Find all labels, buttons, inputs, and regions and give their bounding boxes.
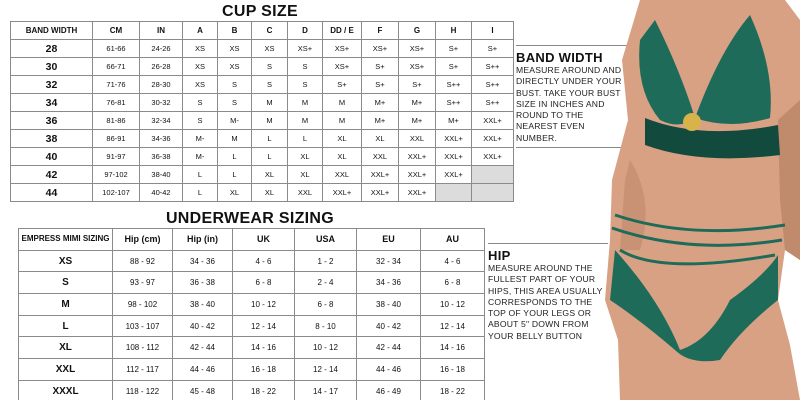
underwear-cell-uk: 6 - 8 bbox=[233, 272, 295, 294]
cup-header-in: IN bbox=[140, 22, 183, 40]
cup-cell-g: XXL+ bbox=[399, 184, 436, 202]
cup-cell-g: M+ bbox=[399, 112, 436, 130]
cup-header-d: D bbox=[288, 22, 323, 40]
cup-cell-d: S bbox=[288, 76, 323, 94]
cup-cell-cm: 71-76 bbox=[93, 76, 140, 94]
underwear-cell-hip-in: 38 - 40 bbox=[173, 294, 233, 316]
cup-cell-c: XS bbox=[252, 40, 288, 58]
cup-cell-c: S bbox=[252, 76, 288, 94]
cup-cell-b: L bbox=[218, 148, 252, 166]
cup-cell-a: L bbox=[183, 184, 218, 202]
cup-cell-dd-e: XL bbox=[323, 130, 362, 148]
underwear-cell-hip-in: 40 - 42 bbox=[173, 315, 233, 337]
cup-cell-in: 38-40 bbox=[140, 166, 183, 184]
cup-cell-in: 40-42 bbox=[140, 184, 183, 202]
underwear-cell-usa: 1 - 2 bbox=[295, 250, 357, 272]
underwear-cell-empress-mimi-sizing: XS bbox=[19, 250, 113, 272]
cup-cell-i: S++ bbox=[472, 58, 514, 76]
cup-cell-g: XXL+ bbox=[399, 148, 436, 166]
hip-line: ABOUT 5" DOWN FROM bbox=[488, 319, 589, 330]
cup-cell-band-width: 32 bbox=[11, 76, 93, 94]
underwear-cell-au: 6 - 8 bbox=[421, 272, 485, 294]
cup-cell-h: S++ bbox=[436, 94, 472, 112]
cup-cell-dd-e: M bbox=[323, 94, 362, 112]
cup-cell-d: XXL bbox=[288, 184, 323, 202]
cup-cell-a: XS bbox=[183, 40, 218, 58]
cup-cell-cm: 86-91 bbox=[93, 130, 140, 148]
underwear-cell-hip-cm: 93 - 97 bbox=[113, 272, 173, 294]
cup-cell-f: M+ bbox=[362, 112, 399, 130]
cup-cell-h: XXL+ bbox=[436, 148, 472, 166]
cup-cell-cm: 76-81 bbox=[93, 94, 140, 112]
cup-cell-i: XXL+ bbox=[472, 148, 514, 166]
cup-header-cm: CM bbox=[93, 22, 140, 40]
underwear-cell-eu: 38 - 40 bbox=[357, 294, 421, 316]
underwear-cell-hip-cm: 88 - 92 bbox=[113, 250, 173, 272]
underwear-cell-hip-in: 42 - 44 bbox=[173, 337, 233, 359]
underwear-cell-hip-cm: 108 - 112 bbox=[113, 337, 173, 359]
underwear-cell-usa: 2 - 4 bbox=[295, 272, 357, 294]
cup-cell-c: M bbox=[252, 94, 288, 112]
table-row bbox=[19, 294, 485, 316]
table-row bbox=[19, 380, 485, 400]
cup-cell-cm: 81-86 bbox=[93, 112, 140, 130]
cup-cell-band-width: 40 bbox=[11, 148, 93, 166]
cup-cell-b: M bbox=[218, 130, 252, 148]
cup-cell-in: 28-30 bbox=[140, 76, 183, 94]
hip-description bbox=[488, 263, 608, 342]
cup-cell-b: XS bbox=[218, 40, 252, 58]
underwear-cell-au: 16 - 18 bbox=[421, 359, 485, 381]
cup-cell-dd-e: XS+ bbox=[323, 58, 362, 76]
underwear-cell-au: 10 - 12 bbox=[421, 294, 485, 316]
cup-header-i: I bbox=[472, 22, 514, 40]
cup-cell-f: S+ bbox=[362, 58, 399, 76]
underwear-sizing-title: UNDERWEAR SIZING bbox=[165, 210, 335, 227]
underwear-cell-hip-cm: 112 - 117 bbox=[113, 359, 173, 381]
underwear-cell-uk: 10 - 12 bbox=[233, 294, 295, 316]
hip-divider bbox=[488, 243, 608, 244]
cup-header-dd-e: DD / E bbox=[323, 22, 362, 40]
cup-cell-b: S bbox=[218, 94, 252, 112]
cup-cell-cm: 91-97 bbox=[93, 148, 140, 166]
cup-header-c: C bbox=[252, 22, 288, 40]
cup-cell-c: M bbox=[252, 112, 288, 130]
underwear-header-uk: UK bbox=[233, 229, 295, 251]
cup-cell-d: M bbox=[288, 112, 323, 130]
underwear-cell-hip-in: 36 - 38 bbox=[173, 272, 233, 294]
underwear-cell-eu: 42 - 44 bbox=[357, 337, 421, 359]
table-row bbox=[11, 112, 514, 130]
cup-cell-d: M bbox=[288, 94, 323, 112]
cup-size-title: CUP SIZE bbox=[222, 3, 298, 20]
underwear-cell-empress-mimi-sizing: XXL bbox=[19, 359, 113, 381]
cup-cell-b: S bbox=[218, 76, 252, 94]
cup-cell-g: XS+ bbox=[399, 58, 436, 76]
cup-cell-dd-e: XS+ bbox=[323, 40, 362, 58]
table-row bbox=[19, 337, 485, 359]
cup-cell-i: S+ bbox=[472, 40, 514, 58]
table-row bbox=[19, 272, 485, 294]
cup-cell-g: XXL bbox=[399, 130, 436, 148]
cup-cell-b: XL bbox=[218, 184, 252, 202]
cup-size-table bbox=[10, 21, 514, 202]
cup-cell-dd-e: XXL+ bbox=[323, 184, 362, 202]
cup-header-f: F bbox=[362, 22, 399, 40]
underwear-header-hip-in: Hip (in) bbox=[173, 229, 233, 251]
cup-cell-dd-e: XXL bbox=[323, 166, 362, 184]
cup-size-header-row bbox=[11, 22, 514, 40]
cup-cell-cm: 102-107 bbox=[93, 184, 140, 202]
cup-cell-b: XS bbox=[218, 58, 252, 76]
underwear-sizing-header-row bbox=[19, 229, 485, 251]
underwear-cell-usa: 12 - 14 bbox=[295, 359, 357, 381]
underwear-cell-hip-in: 44 - 46 bbox=[173, 359, 233, 381]
band-width-line: SIZE IN INCHES AND bbox=[516, 98, 605, 109]
cup-cell-dd-e: M bbox=[323, 112, 362, 130]
hip-line: YOUR BELLY BUTTON bbox=[488, 330, 583, 341]
band-width-line: NEAREST EVEN NUMBER. bbox=[516, 121, 585, 143]
band-width-line: ROUND TO THE bbox=[516, 110, 584, 121]
underwear-cell-hip-in: 34 - 36 bbox=[173, 250, 233, 272]
cup-header-band-width: BAND WIDTH bbox=[11, 22, 93, 40]
table-row bbox=[11, 40, 514, 58]
cup-cell-i: S++ bbox=[472, 94, 514, 112]
hip-line: TOP OF YOUR LEGS OR bbox=[488, 308, 592, 319]
model-photo bbox=[600, 0, 800, 400]
cup-cell-f: XS+ bbox=[362, 40, 399, 58]
hip-line: CORRESPONDS TO THE bbox=[488, 296, 593, 307]
table-row bbox=[11, 130, 514, 148]
cup-cell-a: M- bbox=[183, 130, 218, 148]
cup-cell-g: S+ bbox=[399, 76, 436, 94]
band-width-line: MEASURE AROUND AND bbox=[516, 65, 622, 75]
underwear-header-eu: EU bbox=[357, 229, 421, 251]
underwear-cell-uk: 12 - 14 bbox=[233, 315, 295, 337]
table-row bbox=[19, 315, 485, 337]
cup-cell-f: M+ bbox=[362, 94, 399, 112]
underwear-cell-eu: 40 - 42 bbox=[357, 315, 421, 337]
table-row bbox=[11, 184, 514, 202]
cup-cell-band-width: 36 bbox=[11, 112, 93, 130]
underwear-cell-hip-cm: 118 - 122 bbox=[113, 380, 173, 400]
cup-cell-d: XL bbox=[288, 166, 323, 184]
hip-line: HIPS, THIS AREA USUALLY bbox=[488, 285, 603, 296]
cup-cell-c: L bbox=[252, 148, 288, 166]
underwear-cell-empress-mimi-sizing: XXXL bbox=[19, 380, 113, 400]
cup-cell-in: 30-32 bbox=[140, 94, 183, 112]
cup-cell-c: XL bbox=[252, 184, 288, 202]
cup-cell-in: 32-34 bbox=[140, 112, 183, 130]
cup-cell-f: XXL+ bbox=[362, 166, 399, 184]
underwear-cell-empress-mimi-sizing: S bbox=[19, 272, 113, 294]
cup-cell-h: XXL+ bbox=[436, 130, 472, 148]
underwear-cell-au: 4 - 6 bbox=[421, 250, 485, 272]
band-width-line: BUST. TAKE YOUR BUST bbox=[516, 87, 621, 98]
underwear-header-hip-cm: Hip (cm) bbox=[113, 229, 173, 251]
underwear-cell-empress-mimi-sizing: L bbox=[19, 315, 113, 337]
underwear-cell-au: 18 - 22 bbox=[421, 380, 485, 400]
cup-cell-in: 34-36 bbox=[140, 130, 183, 148]
underwear-sizing-table bbox=[18, 228, 485, 400]
cup-cell-h bbox=[436, 184, 472, 202]
table-row bbox=[11, 76, 514, 94]
underwear-cell-hip-cm: 103 - 107 bbox=[113, 315, 173, 337]
cup-cell-i bbox=[472, 184, 514, 202]
bra-shell-clasp bbox=[683, 113, 701, 131]
underwear-header-usa: USA bbox=[295, 229, 357, 251]
hip-info bbox=[488, 240, 608, 342]
underwear-cell-eu: 34 - 36 bbox=[357, 272, 421, 294]
cup-cell-a: S bbox=[183, 112, 218, 130]
cup-cell-g: XXL+ bbox=[399, 166, 436, 184]
cup-cell-b: L bbox=[218, 166, 252, 184]
cup-cell-a: S bbox=[183, 94, 218, 112]
cup-cell-g: M+ bbox=[399, 94, 436, 112]
underwear-cell-eu: 32 - 34 bbox=[357, 250, 421, 272]
underwear-cell-uk: 4 - 6 bbox=[233, 250, 295, 272]
underwear-header-au: AU bbox=[421, 229, 485, 251]
cup-cell-h: XXL+ bbox=[436, 166, 472, 184]
underwear-header-empress-mimi-sizing: EMPRESS MIMI SIZING bbox=[19, 229, 113, 251]
underwear-cell-uk: 18 - 22 bbox=[233, 380, 295, 400]
cup-cell-f: S+ bbox=[362, 76, 399, 94]
cup-cell-cm: 66-71 bbox=[93, 58, 140, 76]
underwear-cell-eu: 44 - 46 bbox=[357, 359, 421, 381]
cup-header-a: A bbox=[183, 22, 218, 40]
cup-cell-d: S bbox=[288, 58, 323, 76]
cup-cell-dd-e: XL bbox=[323, 148, 362, 166]
cup-cell-f: XXL+ bbox=[362, 184, 399, 202]
cup-cell-f: XXL bbox=[362, 148, 399, 166]
cup-cell-h: S+ bbox=[436, 40, 472, 58]
cup-cell-d: XS+ bbox=[288, 40, 323, 58]
underwear-cell-usa: 14 - 17 bbox=[295, 380, 357, 400]
cup-cell-i: S++ bbox=[472, 76, 514, 94]
cup-cell-a: L bbox=[183, 166, 218, 184]
underwear-cell-empress-mimi-sizing: XL bbox=[19, 337, 113, 359]
underwear-cell-uk: 14 - 16 bbox=[233, 337, 295, 359]
underwear-cell-uk: 16 - 18 bbox=[233, 359, 295, 381]
table-row bbox=[19, 250, 485, 272]
cup-cell-d: L bbox=[288, 130, 323, 148]
table-row bbox=[11, 58, 514, 76]
underwear-cell-hip-in: 45 - 48 bbox=[173, 380, 233, 400]
cup-cell-cm: 61-66 bbox=[93, 40, 140, 58]
cup-cell-band-width: 44 bbox=[11, 184, 93, 202]
cup-cell-band-width: 30 bbox=[11, 58, 93, 76]
table-row bbox=[11, 148, 514, 166]
hip-line: FULLEST PART OF YOUR bbox=[488, 274, 596, 285]
underwear-cell-hip-cm: 98 - 102 bbox=[113, 294, 173, 316]
underwear-cell-eu: 46 - 49 bbox=[357, 380, 421, 400]
cup-cell-a: M- bbox=[183, 148, 218, 166]
band-width-line: DIRECTLY UNDER YOUR bbox=[516, 76, 622, 87]
cup-cell-c: XL bbox=[252, 166, 288, 184]
cup-cell-c: S bbox=[252, 58, 288, 76]
cup-cell-d: XL bbox=[288, 148, 323, 166]
cup-cell-a: XS bbox=[183, 76, 218, 94]
cup-cell-h: S+ bbox=[436, 58, 472, 76]
cup-cell-f: XL bbox=[362, 130, 399, 148]
band-width-heading: BAND WIDTH bbox=[516, 50, 603, 65]
cup-cell-in: 26-28 bbox=[140, 58, 183, 76]
cup-cell-g: XS+ bbox=[399, 40, 436, 58]
cup-cell-cm: 97-102 bbox=[93, 166, 140, 184]
underwear-cell-au: 14 - 16 bbox=[421, 337, 485, 359]
cup-cell-i: XXL+ bbox=[472, 130, 514, 148]
cup-header-h: H bbox=[436, 22, 472, 40]
cup-cell-dd-e: S+ bbox=[323, 76, 362, 94]
cup-cell-in: 36-38 bbox=[140, 148, 183, 166]
cup-cell-band-width: 38 bbox=[11, 130, 93, 148]
underwear-cell-usa: 6 - 8 bbox=[295, 294, 357, 316]
hip-line: MEASURE AROUND THE bbox=[488, 263, 593, 273]
cup-cell-band-width: 28 bbox=[11, 40, 93, 58]
cup-header-b: B bbox=[218, 22, 252, 40]
cup-cell-h: M+ bbox=[436, 112, 472, 130]
cup-cell-b: M- bbox=[218, 112, 252, 130]
table-row bbox=[11, 94, 514, 112]
cup-header-g: G bbox=[399, 22, 436, 40]
cup-cell-a: XS bbox=[183, 58, 218, 76]
table-row bbox=[19, 359, 485, 381]
cup-cell-in: 24-26 bbox=[140, 40, 183, 58]
cup-cell-band-width: 34 bbox=[11, 94, 93, 112]
table-row bbox=[11, 166, 514, 184]
cup-cell-h: S++ bbox=[436, 76, 472, 94]
underwear-cell-usa: 10 - 12 bbox=[295, 337, 357, 359]
cup-cell-c: L bbox=[252, 130, 288, 148]
cup-cell-band-width: 42 bbox=[11, 166, 93, 184]
cup-cell-i: XXL+ bbox=[472, 112, 514, 130]
underwear-cell-usa: 8 - 10 bbox=[295, 315, 357, 337]
underwear-cell-empress-mimi-sizing: M bbox=[19, 294, 113, 316]
cup-cell-i bbox=[472, 166, 514, 184]
underwear-cell-au: 12 - 14 bbox=[421, 315, 485, 337]
hip-heading: HIP bbox=[488, 248, 511, 263]
